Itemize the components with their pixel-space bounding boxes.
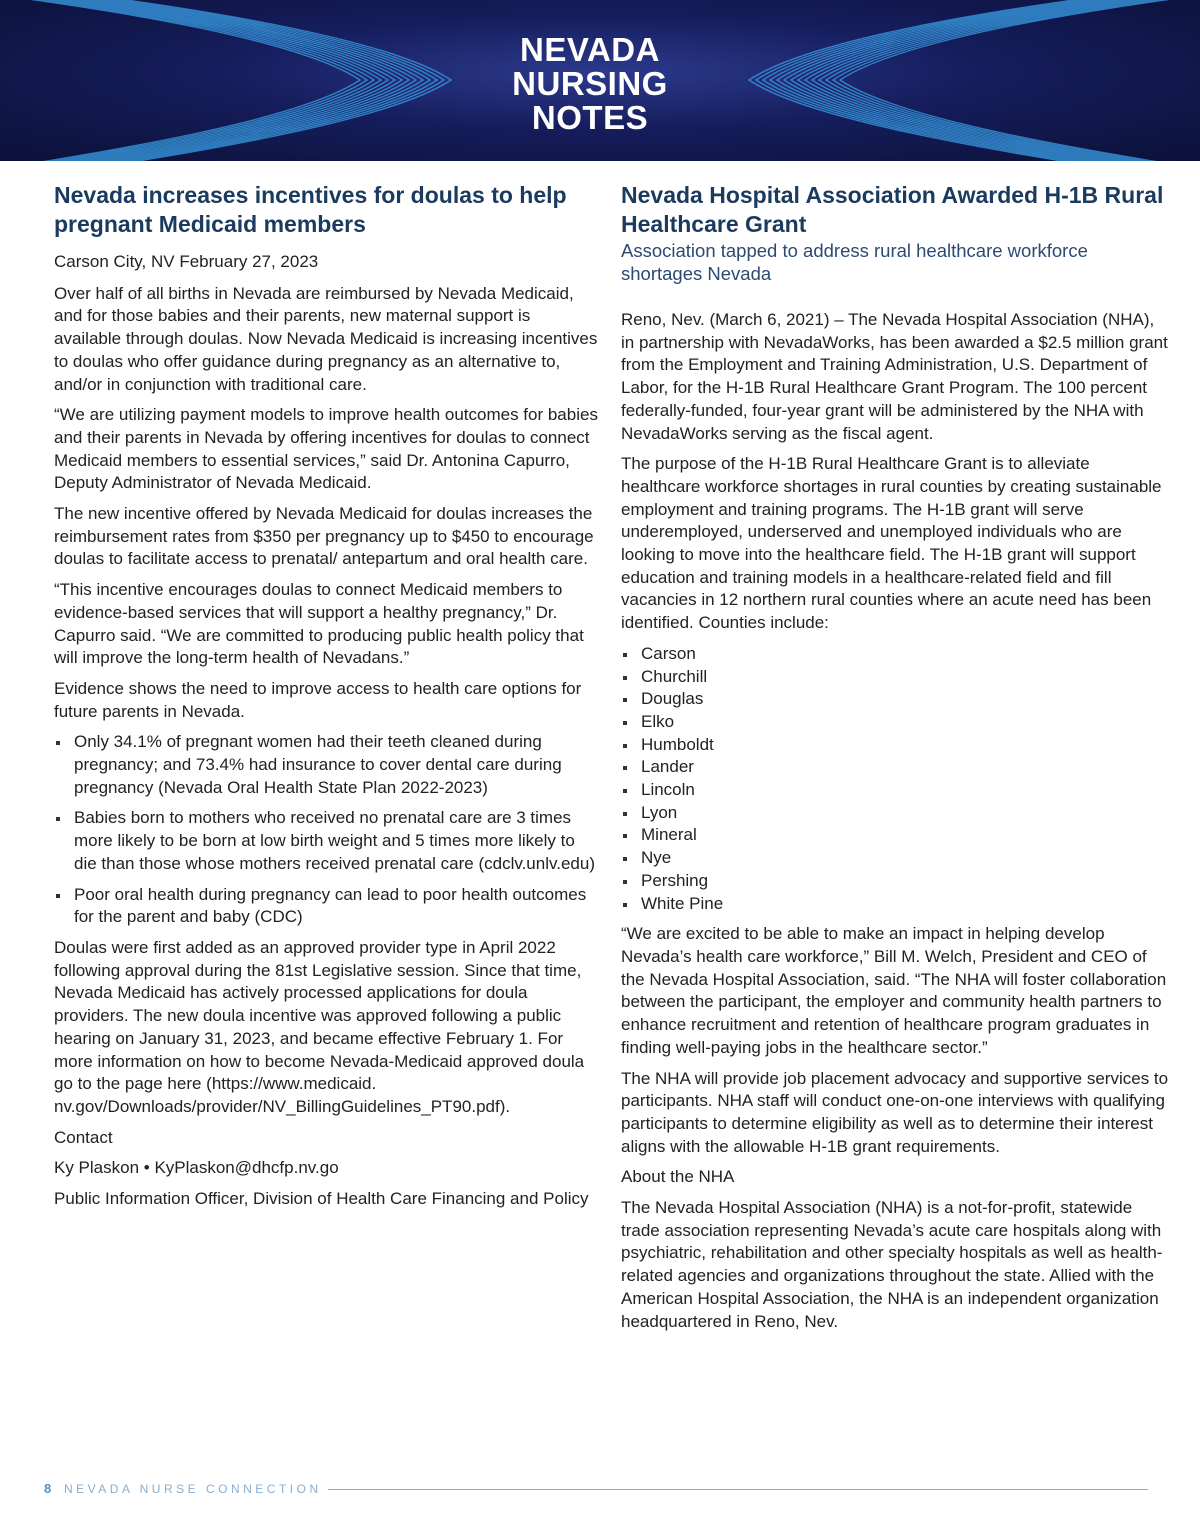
contact-title: Public Information Officer, Division of Health Care Financing and Policy	[54, 1189, 589, 1209]
list-item: White Pine	[621, 893, 1169, 916]
article-headline: Nevada Hospital Association Awarded H-1B Rural Healthcare Grant	[621, 182, 1164, 237]
list-item: Carson	[621, 643, 1169, 666]
list-item: Nye	[621, 847, 1169, 870]
article-paragraph: The purpose of the H-1B Rural Healthcare Grant is to alleviate healthcare workforce shortages in rural counties by creating sustainable employment and training programs. The H-1B grant will serve underemployed, underserved and unemployed individuals who are looking to move into the healthcare field. The H-1B grant will support education and training models in a healthcare-related field and fill vacancies in 12 northern rural counties where an acute need has been identified. Counties include:	[621, 454, 1162, 633]
list-item: Humboldt	[621, 734, 1169, 757]
list-item: Poor oral health during pregnancy can lead to poor health outcomes for the parent and baby (CDC)	[54, 884, 600, 929]
section-title-line: NEVADA	[520, 31, 660, 68]
article-paragraph: Evidence shows the need to improve access to health care options for future parents in Nevada.	[54, 678, 582, 721]
article-paragraph: The new incentive offered by Nevada Medicaid for doulas increases the reimbursement rates from $350 per pregnancy up to $450 to encourage doulas to facilitate access to prenatal/ antepartum and oral health care.	[54, 504, 594, 569]
article-paragraph: The Nevada Hospital Association (NHA) is a not-for-profit, statewide trade association representing Nevada’s acute care hospitals along with psychiatric, rehabilitation and other specialty hospitals as well as health-related agencies and organizations throughout the state. Allied with the American Hospital Association, the NHA is an independent organization headquartered in Reno, Nev.	[621, 1198, 1163, 1331]
list-item: Lander	[621, 756, 1169, 779]
list-item: Lincoln	[621, 779, 1169, 802]
section-title-line: NOTES	[531, 99, 649, 136]
section-heading: About the NHA	[621, 1167, 735, 1187]
page-number: 8	[44, 1481, 52, 1496]
right-article	[621, 181, 1169, 1341]
list-item: Babies born to mothers who received no prenatal care are 3 times more likely to be born at low birth weight and 5 times more likely to die than those whose mothers received prenatal care (cdclv.unlv.edu)	[54, 807, 600, 875]
article-paragraph: Reno, Nev. (March 6, 2021) – The Nevada Hospital Association (NHA), in partnership with NevadaWorks, has been awarded a $2.5 million grant from the Employment and Training Administration, U.S. Department of Labor, for the H-1B Rural Healthcare Grant Program. The 100 percent federally-funded, four-year grant will be administered by the NHA with NevadaWorks serving as the fiscal agent.	[621, 310, 1168, 443]
counties-list	[621, 643, 1169, 915]
list-item: Elko	[621, 711, 1169, 734]
list-item: Pershing	[621, 870, 1169, 893]
list-item: Churchill	[621, 666, 1169, 689]
list-item: Mineral	[621, 824, 1169, 847]
footer-divider	[328, 1489, 1148, 1490]
contact-heading: Contact	[54, 1127, 113, 1147]
section-title	[450, 33, 730, 135]
article-paragraph: Doulas were first added as an approved provider type in April 2022 following approval during the 81st Legislative session. Since that time, Nevada Medicaid has actively processed applications for doula providers. The new doula incentive was approved following a public hearing on January 31, 2023, and became effective February 1. For more information on how to become Nevada-Medicaid approved doula go to the page here (https://www.medicaid. nv.gov/Downloads/provider/NV_BillingGuidelines_PT90.pdf).	[54, 937, 585, 1116]
page-footer	[44, 1481, 1154, 1497]
section-title-line: NURSING	[512, 65, 668, 102]
list-item: Lyon	[621, 802, 1169, 825]
article-paragraph: “We are utilizing payment models to improve health outcomes for babies and their parents in Nevada by offering incentives for doulas to connect Medicaid members to essential services,” said Dr. Antonina Capurro, Deputy Administrator of Nevada Medicaid.	[54, 405, 598, 493]
article-paragraph: Over half of all births in Nevada are reimbursed by Nevada Medicaid, and for those babies and their parents, new maternal support is available through doulas. Now Nevada Medicaid is increasing incentives to doulas who offer guidance during pregnancy as an alternative to, and/or in conjunction with traditional care.	[54, 283, 598, 394]
article-paragraph: “This incentive encourages doulas to connect Medicaid members to evidence-based services that will support a healthy pregnancy,” Dr. Capurro said. “We are committed to producing public health policy that will improve the long-term health of Nevadans.”	[54, 580, 584, 668]
article-paragraph: “We are excited to be able to make an impact in helping develop Nevada’s health care workforce,” Bill M. Welch, President and CEO of the Nevada Hospital Association, said. “The NHA will foster collaboration between the participant, the employer and community health partners to enhance recruitment and retention of healthcare program graduates in finding well-paying jobs in the healthcare sector.”	[621, 924, 1167, 1057]
article-subheadline: Association tapped to address rural healthcare workforce shortages Nevada	[621, 240, 1088, 284]
article-paragraph: The NHA will provide job placement advocacy and supportive services to participants. NHA staff will conduct one-on-one interviews with qualifying participants to determine eligibility as well as to determine their interest aligns with the allowable H-1B grant requirements.	[621, 1068, 1169, 1156]
header-banner	[0, 0, 1200, 161]
evidence-list	[54, 731, 600, 929]
article-headline: Nevada increases incentives for doulas to help pregnant Medicaid members	[54, 182, 567, 237]
list-item: Douglas	[621, 688, 1169, 711]
article-dateline: Carson City, NV February 27, 2023	[54, 252, 319, 271]
list-item: Only 34.1% of pregnant women had their teeth cleaned during pregnancy; and 73.4% had insurance to cover dental care during pregnancy (Nevada Oral Health State Plan 2022-2023)	[54, 731, 600, 799]
publication-name: NEVADA NURSE CONNECTION	[64, 1482, 322, 1496]
contact-line: Ky Plaskon • KyPlaskon@dhcfp.nv.go	[54, 1158, 339, 1178]
left-article	[54, 181, 600, 1219]
